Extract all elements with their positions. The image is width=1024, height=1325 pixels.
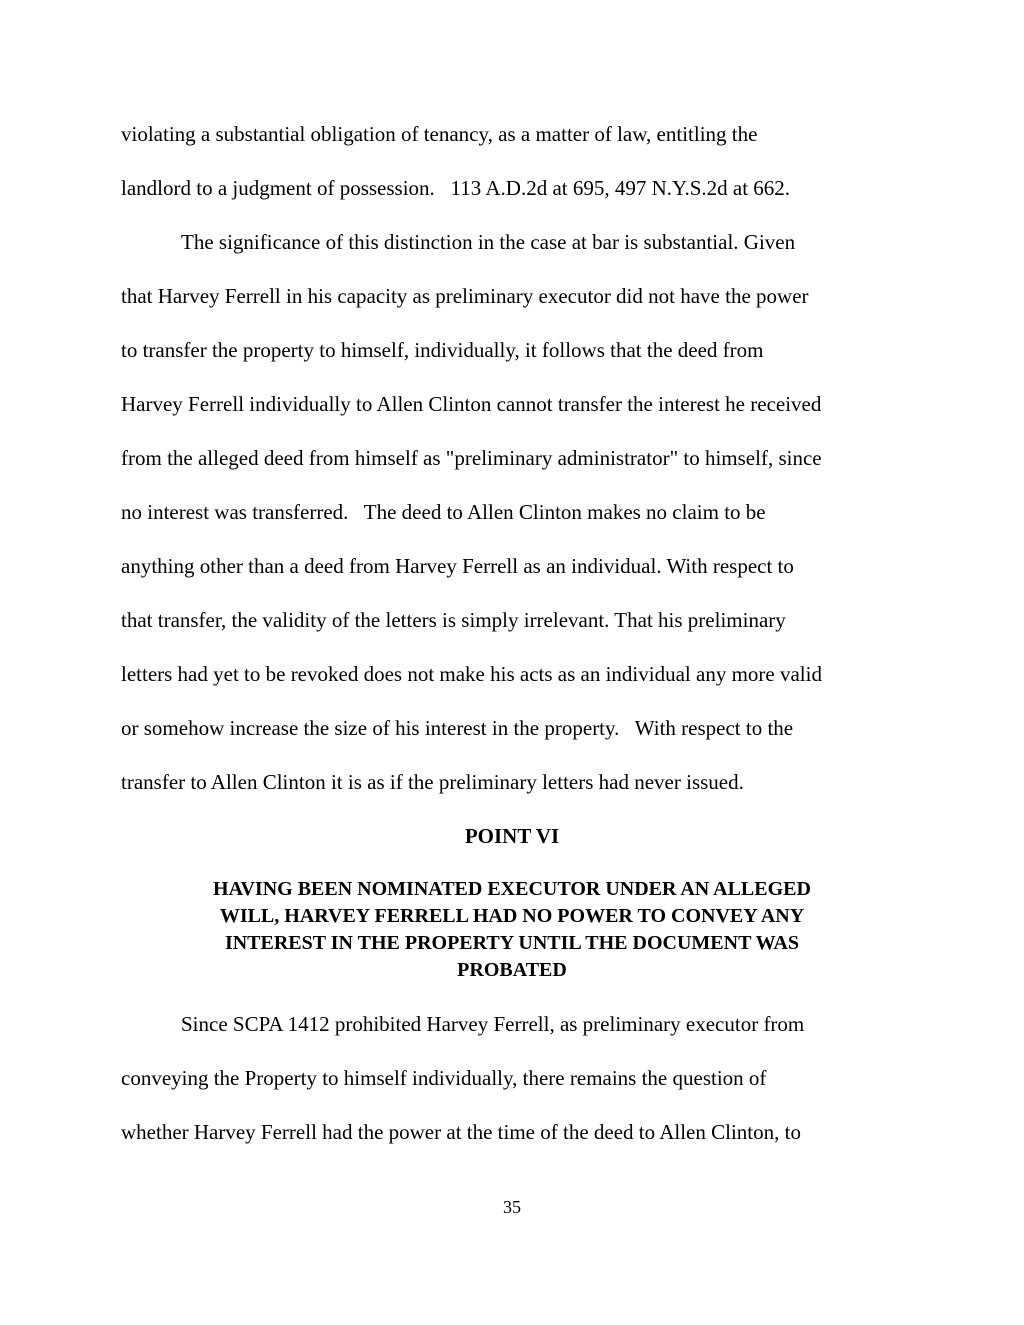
body-text-line: or somehow increase the size of his interest in the property. With respect to the [121,716,794,740]
point-heading: POINT VI [464,824,560,848]
body-text-line: violating a substantial obligation of tenancy, as a matter of law, entitling the [121,122,758,146]
point-subheading-line: WILL, HARVEY FERRELL HAD NO POWER TO CONVEY ANY [219,905,805,927]
body-text-line: whether Harvey Ferrell had the power at the time of the deed to Allen Clinton, to [121,1120,801,1144]
body-text-line: from the alleged deed from himself as "preliminary administrator" to himself, since [121,446,822,470]
body-text-line: conveying the Property to himself individually, there remains the question of [121,1066,767,1090]
body-text-line: that Harvey Ferrell in his capacity as preliminary executor did not have the power [121,284,809,308]
point-subheading-line: PROBATED [457,959,567,981]
body-text-line: no interest was transferred. The deed to Allen Clinton makes no claim to be [121,500,766,524]
body-text-line: to transfer the property to himself, individually, it follows that the deed from [121,338,764,362]
page-number: 35 [503,1197,521,1217]
body-text-line: transfer to Allen Clinton it is as if the preliminary letters had never issued. [121,770,744,794]
body-text-line: Harvey Ferrell individually to Allen Clinton cannot transfer the interest he received [121,392,822,416]
body-text-line: landlord to a judgment of possession. 113 A.D.2d at 695, 497 N.Y.S.2d at 662. [121,176,791,200]
body-text-line: letters had yet to be revoked does not make his acts as an individual any more valid [121,662,822,686]
body-text-line: The significance of this distinction in the case at bar is substantial. Given [181,230,796,254]
point-subheading-line: INTEREST IN THE PROPERTY UNTIL THE DOCUMENT WAS [224,932,800,954]
body-text-line: that transfer, the validity of the letters is simply irrelevant. That his preliminary [121,608,786,632]
body-text-line: anything other than a deed from Harvey Ferrell as an individual. With respect to [121,554,794,578]
body-text-line: Since SCPA 1412 prohibited Harvey Ferrell, as preliminary executor from [181,1012,805,1036]
point-subheading-line: HAVING BEEN NOMINATED EXECUTOR UNDER AN ALLEGED [213,878,811,900]
